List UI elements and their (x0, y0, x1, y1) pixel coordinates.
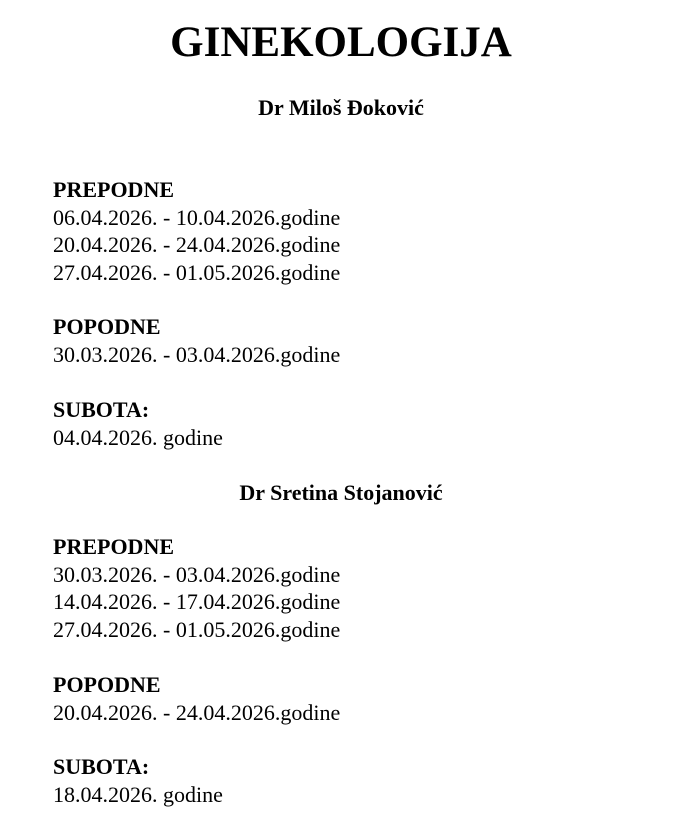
date-single: 18.04.2026. godine (53, 781, 223, 807)
popodne-heading: POPODNE (53, 314, 161, 339)
doctor-name-2: Dr Sretina Stojanović (239, 480, 443, 505)
doctor-2-popodne-section (53, 671, 340, 726)
date-range: 14.04.2026. - 17.04.2026.godine (53, 589, 341, 614)
date-range: 30.03.2026. - 03.04.2026.godine (53, 341, 341, 367)
subota-heading: SUBOTA: (53, 397, 150, 422)
page-title: GINEKOLOGIJA (170, 19, 512, 66)
doctor-name-1: Dr Miloš Đoković (258, 95, 424, 120)
date-range: 20.04.2026. - 24.04.2026.godine (53, 699, 341, 725)
date-single: 04.04.2026. godine (53, 424, 223, 450)
date-range: 27.04.2026. - 01.05.2026.godine (53, 616, 341, 642)
date-range: 30.03.2026. - 03.04.2026.godine (53, 561, 341, 587)
date-range: 06.04.2026. - 10.04.2026.godine (53, 204, 341, 230)
prepodne-heading: PREPODNE (53, 177, 174, 202)
doctor-1-popodne-section (53, 313, 340, 368)
doctor-1-prepodne-section (53, 176, 340, 286)
subota-heading: SUBOTA: (53, 754, 150, 779)
doctor-2-prepodne-section (53, 533, 340, 643)
doctor-2-subota-section (53, 753, 223, 808)
date-range: 27.04.2026. - 01.05.2026.godine (53, 259, 341, 285)
doctor-1-subota-section (53, 396, 223, 451)
date-range: 20.04.2026. - 24.04.2026.godine (53, 232, 341, 257)
popodne-heading: POPODNE (53, 672, 161, 697)
prepodne-heading: PREPODNE (53, 534, 174, 559)
